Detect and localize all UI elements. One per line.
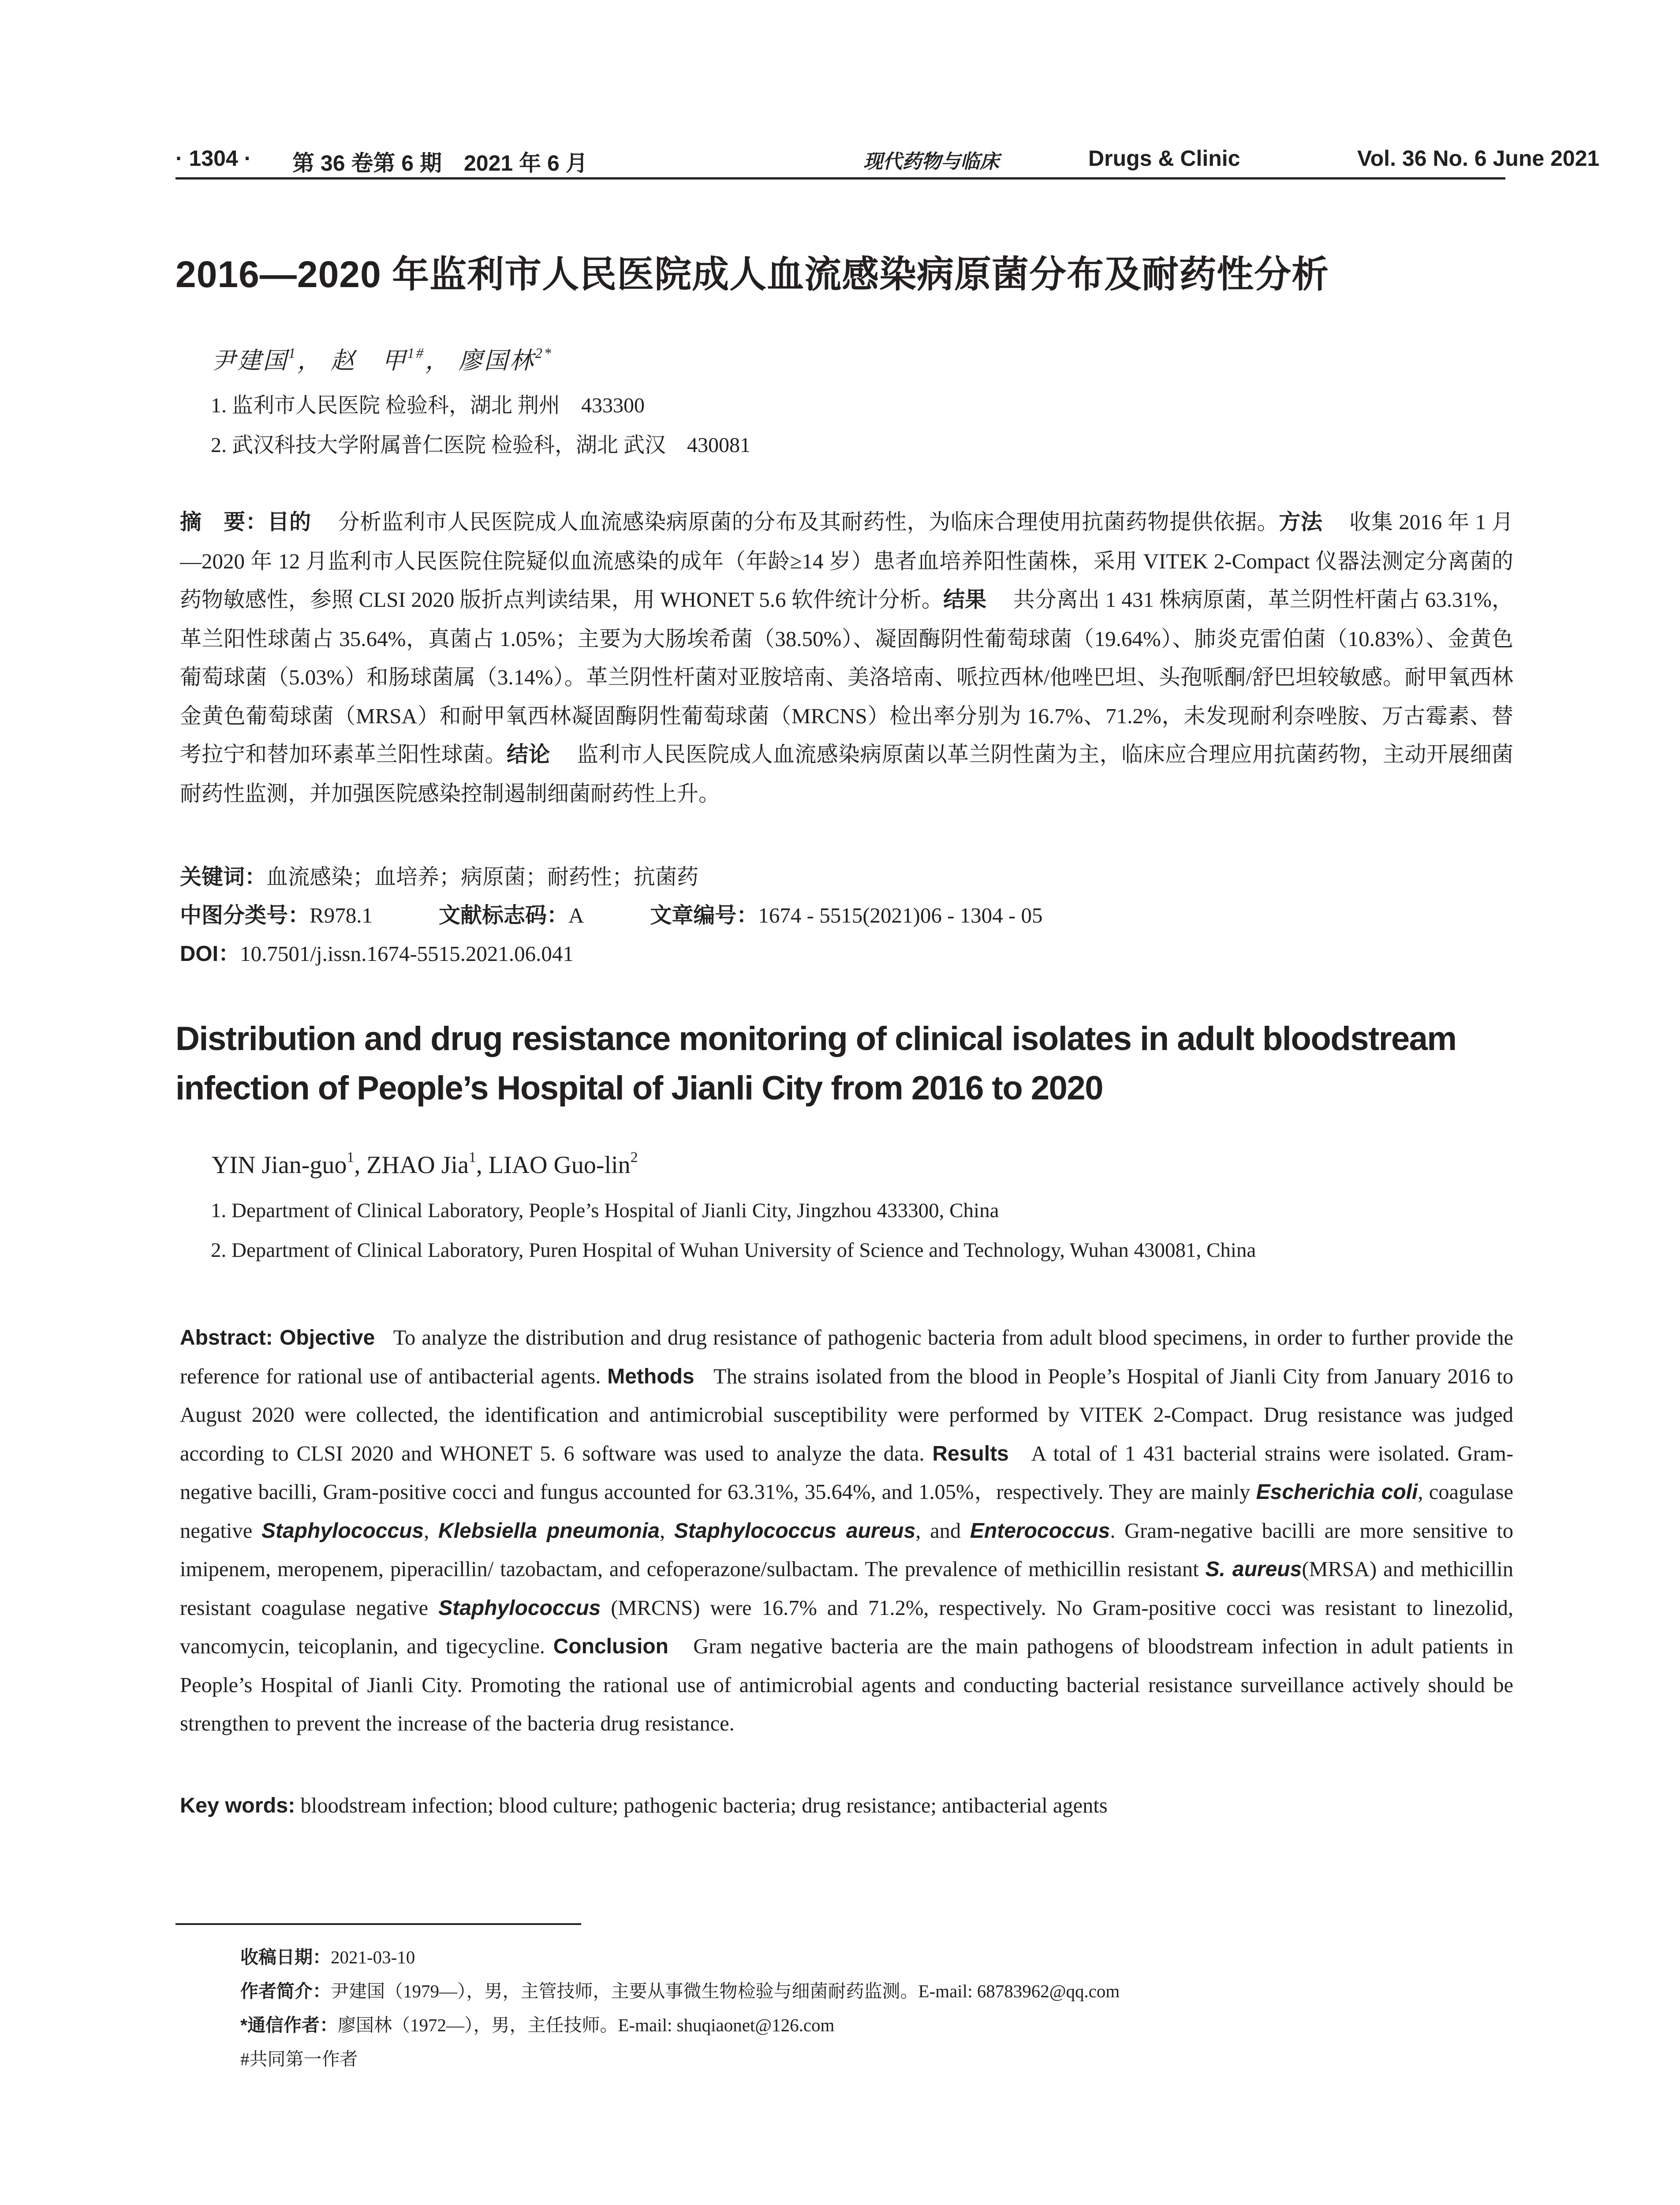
clc-value: R978.1 [310,903,373,927]
page-number: · 1304 · [175,146,252,171]
results-text: A total of 1 431 bacterial strains were isolated. Gram-negative bacilli, Gram-positive cocci and fungus accounted for 63.31%, 35.64%, and 1.05%，respectively. They are mainly [180,1442,1514,1504]
results-text: 共分离出 1 431 株病原菌，革兰阴性杆菌占 63.31%，革兰阳性球菌占 35.64%，真菌占 1.05%；主要为大肠埃希菌（38.50%）、凝固酶阴性葡萄球菌（19.64%）、肺炎克雷伯菌（10.83%）、金黄色葡萄球菌（5.03%）和肠球菌属（3.14%）。革兰阴性杆菌对亚胺培南、美洛培南、哌拉西林/他唑巴坦、头孢哌酮/舒巴坦较敏感。耐甲氧西林金黄色葡萄球菌（MRSA）和耐甲氧西林凝固酶阴性葡萄球菌（MRCNS）检出率分别为 16.7%、71.2%，未发现耐利奈唑胺、万古霉素、替考拉宁和替加环素革兰阳性球菌。 [180,587,1513,766]
author-affiliation-mark: 2 [630,1149,638,1166]
running-header [175,142,1600,179]
methods-text: The strains isolated from the blood in People’s Hospital of Jianli City from January 2016 to August 2020 were collected, the identification and antimicrobial susceptibility were performed by VITEK 2-Compact. Drug resistance was judged according to CLSI 2020 and WHONET 5. 6 software was used to analyze the data. [180,1364,1514,1465]
conclusion-text: 监利市人民医院成人血流感染病原菌以革兰阴性菌为主，临床应合理应用抗菌药物，主动开展细菌耐药性监测，并加强医院感染控制遏制细菌耐药性上升。 [180,742,1513,806]
author-name: 尹建国 [212,348,288,374]
abstract-label: 摘 要： [180,510,268,534]
affiliation-en: 2. Department of Clinical Laboratory, Puren Hospital of Wuhan University of Science and Technology, Wuhan 430081, China [211,1239,1256,1262]
clc-label: 中图分类号： [180,904,310,927]
volume-issue-cn: 第 36 卷第 6 期 2021 年 6 月 [292,151,588,176]
doc-code-label: 文献标志码： [438,904,568,927]
footnote-divider [175,1923,581,1925]
organism-name: Klebsiella pneumonia [438,1519,660,1543]
organism-name: Staphylococcus aureus [674,1519,916,1543]
footnote-text: 廖国林（1972—），男，主任技师。E-mail: shuqiaonet@126.com [337,2015,835,2035]
footnote-received [240,1943,415,1969]
results-text: . Gram-negative bacilli are more sensitive to imipenem, meropenem, piperacillin/ tazobactam, and cefoperazone/sulbactam. The prevalence of methicillin resistant [180,1519,1514,1581]
article-no-label: 文章编号： [650,904,758,927]
keywords-cn [180,860,698,891]
author-affiliation-mark: 1# [407,345,426,362]
methods-label: Methods [607,1364,694,1388]
author-name: 赵 甲 [330,348,407,374]
authors-cn [212,342,553,376]
results-label: Results [932,1442,1009,1465]
author-name: LIAO Guo-lin [488,1151,631,1179]
conclusion-label: Conclusion [553,1635,668,1658]
doi-link[interactable]: 10.7501/j.issn.1674-5515.2021.06.041 [240,942,574,966]
results-text: , [660,1519,665,1543]
author-separator: ， [297,348,323,374]
doi-label: DOI： [180,942,240,966]
author-separator: , [476,1151,489,1179]
methods-text: 收集 2016 年 1 月—2020 年 12 月监利市人民医院住院疑似血流感染的成年（年龄≥14 岁）患者血培养阳性菌株，采用 VITEK 2-Compact 仪器法测定分离菌的药物敏感性，参照 CLSI 2020 版折点判读结果，用 WHONET 5.6 软件统计分析。 [180,510,1513,612]
footnote-label: 收稿日期： [240,1947,331,1967]
author-name: YIN Jian-guo [212,1151,347,1179]
author-affiliation-mark: 1 [468,1149,476,1166]
objective-text: To analyze the distribution and drug resistance of pathogenic bacteria from adult blood specimens, in order to further provide the reference for rational use of antibacterial agents. [180,1326,1513,1388]
results-text: , [424,1519,429,1543]
journal-name-en: Drugs & Clinic [1088,146,1240,171]
classification-line [180,898,1042,929]
keywords-en [180,1793,1108,1818]
keywords-label: 关键词： [180,865,267,889]
affiliation-cn: 2. 武汉科技大学附属普仁医院 检验科，湖北 武汉 430081 [211,434,751,457]
author-separator: , [354,1151,367,1179]
results-text: (MRCNS) were 16.7% and 71.2%, respectively. No Gram-positive cocci was resistant to linezolid, vancomycin, teicoplanin, and tigecycline. [180,1596,1514,1658]
abstract-en [180,1319,1513,1743]
author-affiliation-mark: 1 [288,345,298,362]
author-name: 廖国林 [458,348,535,374]
affiliation-cn: 1. 监利市人民医院 检验科，湖北 荆州 433300 [211,394,645,417]
results-text: , coagulase negative [180,1480,1513,1543]
keywords-label: Key words: [180,1794,295,1817]
footnote-corresponding-author [240,2011,834,2037]
methods-label: 方法 [1279,510,1323,534]
footnote-text: 2021-03-10 [331,1947,415,1967]
footnote-author-bio [240,1977,1120,2003]
organism-name: Staphylococcus [261,1519,424,1543]
abstract-objective-label: Abstract: Objective [180,1326,375,1349]
doc-code-value: A [568,903,584,927]
organism-name: Enterococcus [970,1519,1110,1543]
author-name: ZHAO Jia [366,1151,469,1179]
author-affiliation-mark: 2* [535,345,553,362]
article-title-cn: 2016—2020 年监利市人民医院成人血流感染病原菌分布及耐药性分析 [175,254,1329,295]
keywords-text: 血流感染；血培养；病原菌；耐药性；抗菌药 [266,865,699,889]
footnote-co-first-author: #共同第一作者 [240,2049,358,2069]
doi-line [180,937,574,968]
results-text: , and [915,1519,961,1543]
authors-en [212,1151,638,1179]
conclusion-text: Gram negative bacteria are the main pathogens of bloodstream infection in adult patients in People’s Hospital of Jianli City. Promoting the rational use of antimicrobial agents and conducting bacterial resistance surveillance actively should be strengthen to prevent the increase of the bacteria drug resistance. [180,1635,1514,1735]
footnote-label: 作者简介： [240,1981,331,2001]
volume-issue-en: Vol. 36 No. 6 June 2021 [1357,146,1600,171]
results-label: 结果 [943,588,987,612]
keywords-text: bloodstream infection; blood culture; pathogenic bacteria; drug resistance; antibacterial agents [300,1794,1108,1817]
article-no-value: 1674 - 5515(2021)06 - 1304 - 05 [758,903,1043,927]
author-separator: ， [425,348,451,374]
organism-name: S. aureus [1205,1558,1302,1581]
author-affiliation-mark: 1 [347,1149,355,1166]
organism-name: Staphylococcus [438,1596,601,1620]
conclusion-label: 结论 [507,743,550,766]
objective-text: 分析监利市人民医院成人血流感染病原菌的分布及其耐药性，为临床合理使用抗菌药物提供依据。 [337,510,1279,534]
affiliation-en: 1. Department of Clinical Laboratory, People’s Hospital of Jianli City, Jingzhou 433300, China [211,1199,999,1222]
footnote-text: 尹建国（1979—），男，主管技师，主要从事微生物检验与细菌耐药监测。E-mail: 68783962@qq.com [331,1981,1120,2001]
footnote-label: *通信作者： [240,2015,338,2035]
objective-label: 目的 [267,510,311,534]
article-title-en: Distribution and drug resistance monitoring of clinical isolates in adult bloodstream infection of People’s Hospital of Jianli City from 2016 to 2020 [175,1020,1456,1107]
abstract-cn [180,503,1513,813]
journal-name-cn: 现代药物与临床 [863,150,999,173]
organism-name: Escherichia coli [1256,1480,1418,1504]
results-text: (MRSA) and methicillin resistant coagulase negative [180,1558,1514,1620]
